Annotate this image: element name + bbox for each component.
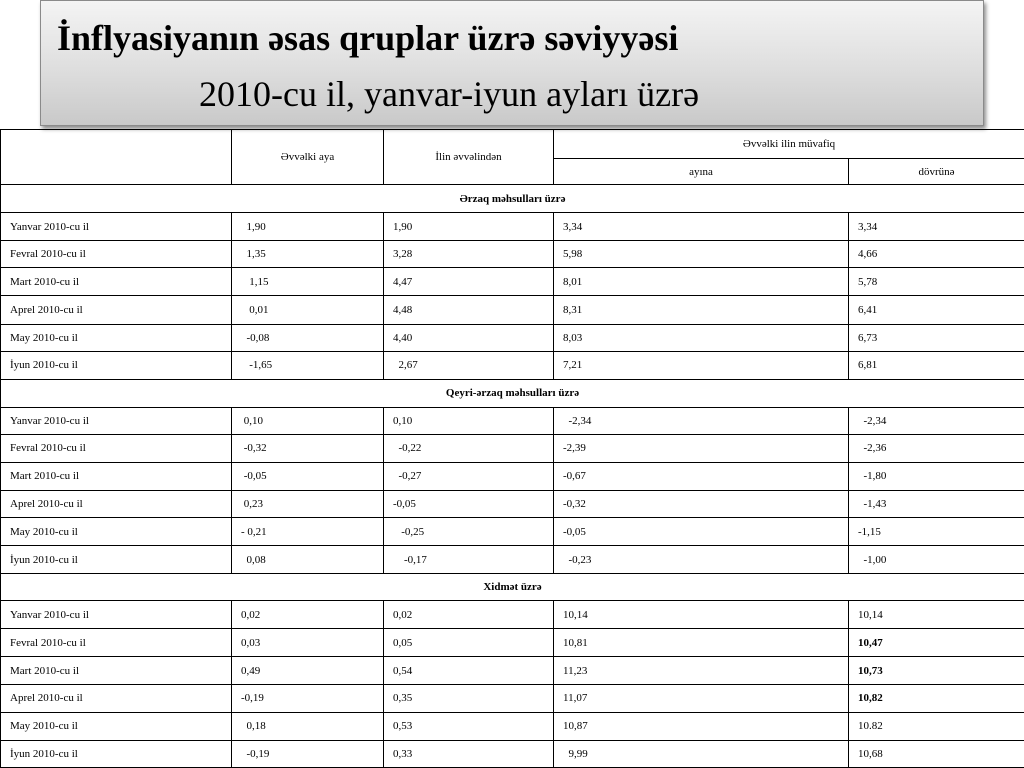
value-cell: -0,22 <box>384 434 554 462</box>
value-cell: -2,34 <box>849 407 1024 434</box>
section-row <box>1 185 1024 213</box>
value-cell: -2,34 <box>554 407 849 434</box>
row-period-cell: Yanvar 2010-cu il <box>1 601 232 629</box>
table-row <box>1 407 1024 434</box>
table-row <box>1 740 1024 767</box>
title-box <box>40 0 984 126</box>
value-cell: 0,53 <box>384 712 554 740</box>
table-row <box>1 268 1024 296</box>
value-cell: 11,07 <box>554 684 849 712</box>
value-cell: -1,65 <box>232 351 384 379</box>
value-cell: 10,14 <box>554 601 849 629</box>
value-cell: -1,80 <box>849 462 1024 490</box>
value-cell: 0,02 <box>232 601 384 629</box>
row-period-cell: İyun 2010-cu il <box>1 546 232 574</box>
row-period-cell: Fevral 2010-cu il <box>1 241 232 268</box>
value-cell: 10,82 <box>849 684 1024 712</box>
value-cell: 0,18 <box>232 712 384 740</box>
value-cell: 4,66 <box>849 241 1024 268</box>
value-cell: 7,21 <box>554 351 849 379</box>
value-cell: -0,32 <box>554 491 849 518</box>
value-cell: 3,34 <box>849 213 1024 241</box>
section-title: Xidmət üzrə <box>1 574 1024 601</box>
table-row <box>1 434 1024 462</box>
value-cell: -0,08 <box>232 324 384 351</box>
value-cell: -0,32 <box>232 434 384 462</box>
row-period-cell: Yanvar 2010-cu il <box>1 213 232 241</box>
value-cell: -0,25 <box>384 518 554 546</box>
value-cell: 4,47 <box>384 268 554 296</box>
value-cell: 0,05 <box>384 629 554 657</box>
row-period-cell: İyun 2010-cu il <box>1 351 232 379</box>
value-cell: 10,68 <box>849 740 1024 767</box>
value-cell: -1,15 <box>849 518 1024 546</box>
section-row <box>1 379 1024 407</box>
value-cell: 1,90 <box>384 213 554 241</box>
value-cell: 4,40 <box>384 324 554 351</box>
value-cell: 8,01 <box>554 268 849 296</box>
header-year-start: İlin əvvəlindən <box>384 130 554 185</box>
value-cell: 6,73 <box>849 324 1024 351</box>
value-cell: 8,31 <box>554 296 849 324</box>
value-cell: 0,08 <box>232 546 384 574</box>
value-cell: 0,49 <box>232 657 384 684</box>
value-cell: -0,17 <box>384 546 554 574</box>
row-period-cell: May 2010-cu il <box>1 518 232 546</box>
header-row <box>1 130 1024 159</box>
row-period-cell: Yanvar 2010-cu il <box>1 407 232 434</box>
section-row <box>1 574 1024 601</box>
value-cell: 10,14 <box>849 601 1024 629</box>
row-period-cell: Aprel 2010-cu il <box>1 684 232 712</box>
value-cell: 10,87 <box>554 712 849 740</box>
value-cell: 10,81 <box>554 629 849 657</box>
table-body <box>1 130 1024 768</box>
value-cell: 1,15 <box>232 268 384 296</box>
value-cell: 1,35 <box>232 241 384 268</box>
row-period-cell: Mart 2010-cu il <box>1 462 232 490</box>
value-cell: 0,23 <box>232 491 384 518</box>
value-cell: 2,67 <box>384 351 554 379</box>
value-cell: 0,35 <box>384 684 554 712</box>
table-row <box>1 324 1024 351</box>
table-row <box>1 712 1024 740</box>
table-row <box>1 241 1024 268</box>
value-cell: 0,33 <box>384 740 554 767</box>
value-cell: -0,27 <box>384 462 554 490</box>
value-cell: - 0,21 <box>232 518 384 546</box>
value-cell: -2,36 <box>849 434 1024 462</box>
table-row <box>1 213 1024 241</box>
value-cell: -0,67 <box>554 462 849 490</box>
value-cell: -0,05 <box>232 462 384 490</box>
page-subtitle: 2010-cu il, yanvar-iyun ayları üzrə <box>199 74 700 114</box>
row-period-cell: Aprel 2010-cu il <box>1 296 232 324</box>
table-row <box>1 684 1024 712</box>
value-cell: -1,43 <box>849 491 1024 518</box>
row-period-cell: Fevral 2010-cu il <box>1 629 232 657</box>
row-period-cell: Fevral 2010-cu il <box>1 434 232 462</box>
value-cell: 10,73 <box>849 657 1024 684</box>
table-row <box>1 462 1024 490</box>
value-cell: -0,23 <box>554 546 849 574</box>
value-cell: 9,99 <box>554 740 849 767</box>
value-cell: 5,78 <box>849 268 1024 296</box>
row-period-cell: May 2010-cu il <box>1 712 232 740</box>
table-row <box>1 601 1024 629</box>
page-title: İnflyasiyanın əsas qruplar üzrə səviyyəsi <box>57 18 679 58</box>
value-cell: -0,05 <box>554 518 849 546</box>
value-cell: 0,54 <box>384 657 554 684</box>
table-row <box>1 296 1024 324</box>
value-cell: 0,10 <box>232 407 384 434</box>
value-cell: -1,00 <box>849 546 1024 574</box>
row-period-cell: Mart 2010-cu il <box>1 268 232 296</box>
value-cell: 3,28 <box>384 241 554 268</box>
value-cell: 5,98 <box>554 241 849 268</box>
value-cell: 1,90 <box>232 213 384 241</box>
section-title: Ərzaq məhsulları üzrə <box>1 185 1024 213</box>
table-row <box>1 351 1024 379</box>
value-cell: 0,03 <box>232 629 384 657</box>
value-cell: 4,48 <box>384 296 554 324</box>
header-prev-year-group: Əvvəlki ilin müvafiq <box>554 130 1024 159</box>
value-cell: 8,03 <box>554 324 849 351</box>
table-row <box>1 629 1024 657</box>
section-title: Qeyri-ərzaq məhsulları üzrə <box>1 379 1024 407</box>
value-cell: 6,41 <box>849 296 1024 324</box>
row-period-cell: İyun 2010-cu il <box>1 740 232 767</box>
value-cell: 11,23 <box>554 657 849 684</box>
value-cell: -2,39 <box>554 434 849 462</box>
value-cell: 6,81 <box>849 351 1024 379</box>
value-cell: -0,05 <box>384 491 554 518</box>
value-cell: -0,19 <box>232 740 384 767</box>
inflation-table <box>0 129 1024 768</box>
value-cell: 0,10 <box>384 407 554 434</box>
table-row <box>1 546 1024 574</box>
table-row <box>1 491 1024 518</box>
row-period-cell: Mart 2010-cu il <box>1 657 232 684</box>
header-period: dövrünə <box>849 159 1024 185</box>
row-period-cell: May 2010-cu il <box>1 324 232 351</box>
value-cell: 3,34 <box>554 213 849 241</box>
value-cell: -0,19 <box>232 684 384 712</box>
header-prev-month: Əvvəlki aya <box>232 130 384 185</box>
value-cell: 0,02 <box>384 601 554 629</box>
table-row <box>1 657 1024 684</box>
table-row <box>1 518 1024 546</box>
value-cell: 10,47 <box>849 629 1024 657</box>
header-empty-cell <box>1 130 232 185</box>
row-period-cell: Aprel 2010-cu il <box>1 491 232 518</box>
header-month: ayına <box>554 159 849 185</box>
value-cell: 0,01 <box>232 296 384 324</box>
value-cell: 10.82 <box>849 712 1024 740</box>
